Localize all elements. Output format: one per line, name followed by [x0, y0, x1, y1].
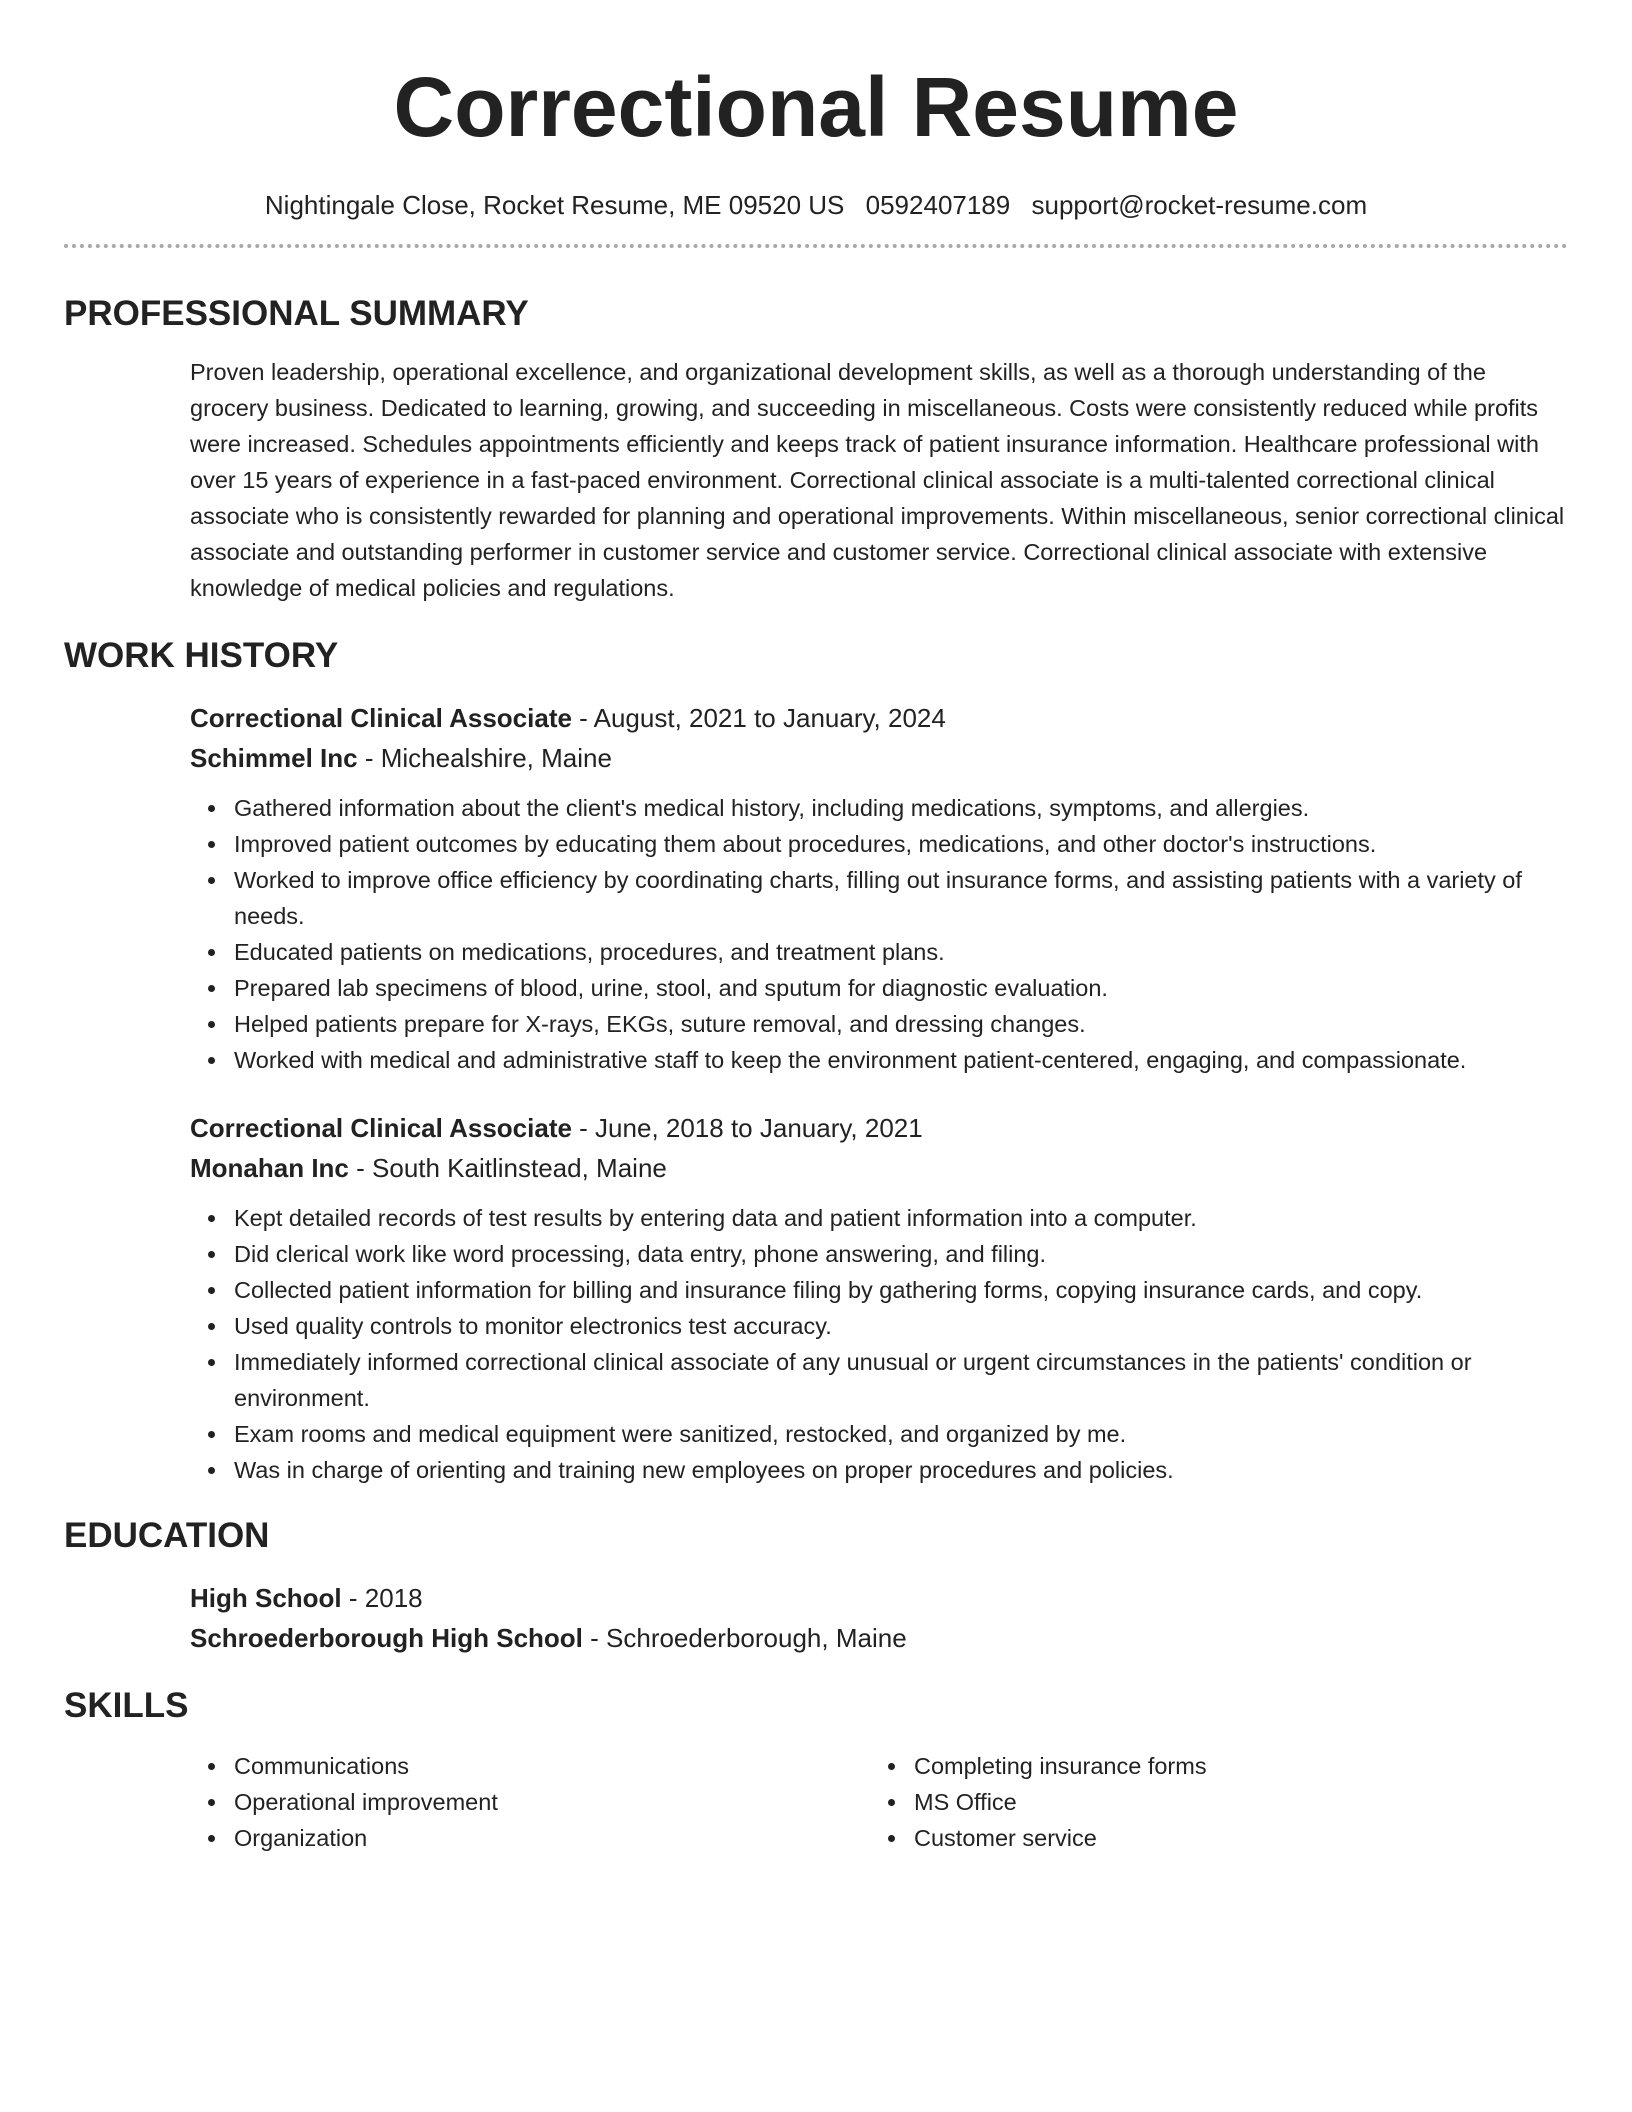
job-bullet: Worked with medical and administrative staff to keep the environment patient-centered, engaging, and compassionate.: [234, 1042, 1568, 1078]
contact-phone: 0592407189: [865, 190, 1011, 220]
summary-text: Proven leadership, operational excellence, and organizational development skills, as well as a thorough understanding of the grocery business. Dedicated to learning, growing, and succeeding in miscellaneous. Costs were consistently reduced while profits were increased. Schedules appointments efficiently and keeps track of patient insurance information. Healthcare professional with over 15 years of experience in a fast-paced environment. Correctional clinical associate is a multi-talented correctional clinical associate who is consistently rewarded for planning and operational improvements. Within miscellaneous, senior correctional clinical associate and outstanding performer in customer service and customer service. Correctional clinical associate with extensive knowledge of medical policies and regulations.: [190, 359, 1565, 601]
job-entry: [64, 698, 1568, 1078]
skills-column-right: [870, 1748, 1550, 1856]
skills-heading: SKILLS: [64, 1686, 189, 1725]
skill-item: Customer service: [914, 1820, 1550, 1856]
skills-column-left: [190, 1748, 870, 1856]
job-bullet: Educated patients on medications, procedures, and treatment plans.: [234, 934, 1568, 970]
job-title-line: [190, 698, 1568, 738]
job-company-line: [190, 1148, 1568, 1188]
summary-heading: PROFESSIONAL SUMMARY: [64, 294, 529, 333]
job-company-line: [190, 738, 1568, 778]
education-degree-line: [190, 1578, 1568, 1618]
job-bullet: Kept detailed records of test results by entering data and patient information into a computer.: [234, 1200, 1568, 1236]
skill-item: Communications: [234, 1748, 870, 1784]
skill-item: Organization: [234, 1820, 870, 1856]
job-bullet: Helped patients prepare for X-rays, EKGs, suture removal, and dressing changes.: [234, 1006, 1568, 1042]
job-bullet: Prepared lab specimens of blood, urine, stool, and sputum for diagnostic evaluation.: [234, 970, 1568, 1006]
education-entry: [64, 1578, 1568, 1658]
job-location: - South Kaitlinstead, Maine: [348, 1153, 667, 1183]
contact-address: Nightingale Close, Rocket Resume, ME 09520 US: [264, 190, 845, 220]
job-bullet: Immediately informed correctional clinical associate of any unusual or urgent circumstances in the patients' condition or environment.: [234, 1344, 1568, 1416]
job-location: - Michealshire, Maine: [357, 743, 612, 773]
job-bullet: Worked to improve office efficiency by coordinating charts, filling out insurance forms, and assisting patients with a variety of needs.: [234, 862, 1568, 934]
summary-section: [64, 354, 1568, 606]
skills-list: [64, 1748, 1568, 1856]
job-bullet: Improved patient outcomes by educating them about procedures, medications, and other doctor's instructions.: [234, 826, 1568, 862]
contact-email: support@rocket-resume.com: [1031, 190, 1368, 220]
skill-item: MS Office: [914, 1784, 1550, 1820]
job-bullet-list: [190, 790, 1568, 1078]
job-entry: [64, 1108, 1568, 1488]
job-bullet: Gathered information about the client's medical history, including medications, symptoms, and allergies.: [234, 790, 1568, 826]
education-degree: High School: [190, 1583, 342, 1613]
job-company: Schimmel Inc: [190, 743, 358, 773]
job-bullet-list: [190, 1200, 1568, 1488]
job-company: Monahan Inc: [190, 1153, 349, 1183]
education-school: Schroederborough High School: [190, 1623, 583, 1653]
job-bullet: Exam rooms and medical equipment were sanitized, restocked, and organized by me.: [234, 1416, 1568, 1452]
skills-bullet-list: [190, 1748, 870, 1856]
education-location: - Schroederborough, Maine: [582, 1623, 907, 1653]
job-bullet: Was in charge of orienting and training new employees on proper procedures and policies.: [234, 1452, 1568, 1488]
education-year: - 2018: [341, 1583, 423, 1613]
resume-title: Correctional Resume: [393, 60, 1239, 154]
job-title: Correctional Clinical Associate: [190, 1113, 572, 1143]
job-dates: - June, 2018 to January, 2021: [571, 1113, 923, 1143]
job-title: Correctional Clinical Associate: [190, 703, 572, 733]
skill-item: Operational improvement: [234, 1784, 870, 1820]
contact-line: [64, 188, 1568, 222]
header-divider: [64, 244, 1568, 248]
job-bullet: Did clerical work like word processing, data entry, phone answering, and filing.: [234, 1236, 1568, 1272]
job-title-line: [190, 1108, 1568, 1148]
education-school-line: [190, 1618, 1568, 1658]
education-heading: EDUCATION: [64, 1516, 270, 1555]
skills-bullet-list: [870, 1748, 1550, 1856]
work-history-heading: WORK HISTORY: [64, 636, 339, 675]
job-bullet: Collected patient information for billing and insurance filing by gathering forms, copying insurance cards, and copy.: [234, 1272, 1568, 1308]
job-bullet: Used quality controls to monitor electronics test accuracy.: [234, 1308, 1568, 1344]
skill-item: Completing insurance forms: [914, 1748, 1550, 1784]
job-dates: - August, 2021 to January, 2024: [571, 703, 946, 733]
